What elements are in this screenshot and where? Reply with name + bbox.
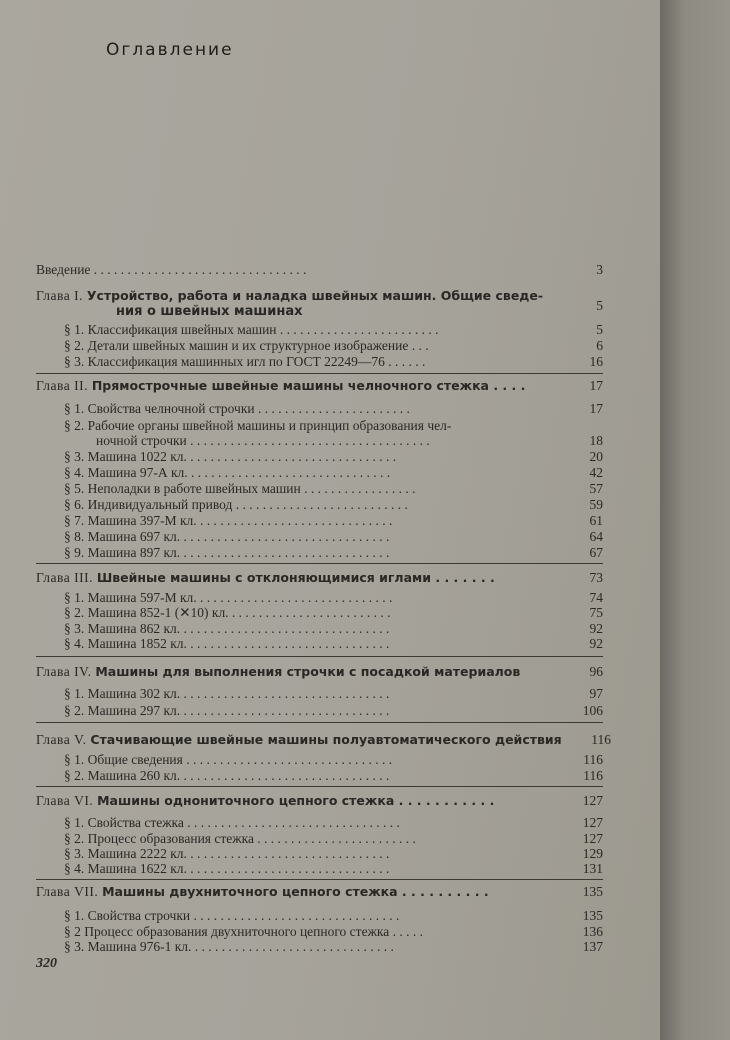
toc-section [36,465,603,481]
toc-page-number: 16 [589,354,603,369]
toc-section [36,846,603,862]
toc-page-number: 131 [582,861,603,876]
toc-page-number: 73 [589,570,603,585]
toc-page-number: 92 [589,636,603,651]
toc-page-number: 127 [582,831,603,846]
toc-page-number: 3 [596,262,603,277]
toc-entry-text: § 2. Процесс образования стежка . . . . . . . . . . . . . . . . . . . . . . . . [64,831,416,846]
toc-entry-text: § 3. Машина 976-1 кл. . . . . . . . . . . . . . . . . . . . . . . . . . . . . . . [64,939,394,954]
toc-entry-text: § 2. Машина 297 кл. . . . . . . . . . . . . . . . . . . . . . . . . . . . . . . . [64,703,390,718]
chapter-title: Машины для выполнения строчки с посадкой материалов [95,664,521,679]
chapter-label: Глава III. [36,570,97,585]
toc-entry-text: Введение . . . . . . . . . . . . . . . . . . . . . . . . . . . . . . . . [36,262,307,277]
toc-section [36,449,603,465]
toc-chapter-5 [36,732,611,748]
chapter-title: Машины двухниточного цепного стежка . . . . . . . . . . [102,884,489,899]
toc-section [36,401,603,417]
toc-entry-text: § 5. Неполадки в работе швейных машин . . . . . . . . . . . . . . . . . [64,481,416,496]
toc-page-number: 116 [591,732,611,747]
toc-entry-text: § 4. Машина 1622 кл. . . . . . . . . . . . . . . . . . . . . . . . . . . . . . . [64,861,390,876]
toc-entry-text: § 2. Детали швейных машин и их структурное изображение . . . [64,338,429,353]
toc-section [36,497,603,513]
toc-section [36,831,603,847]
chapter-label: Глава V. [36,732,91,747]
toc-page-number: 6 [596,338,603,353]
toc-chapter-3 [36,570,603,586]
toc-page-number: 5 [596,298,603,313]
toc-section [36,768,603,784]
toc-section [36,924,603,940]
toc-entry-text: § 2 Процесс образования двухниточного цепного стежка . . . . . [64,924,423,939]
chapter-title: Прямострочные швейные машины челночного стежка . . . . [91,378,526,393]
toc-section [36,752,603,768]
toc-entry-text: § 3. Машина 862 кл. . . . . . . . . . . . . . . . . . . . . . . . . . . . . . . . [64,621,390,636]
toc-entry-text: § 3. Машина 1022 кл. . . . . . . . . . . . . . . . . . . . . . . . . . . . . . . . [64,449,397,464]
toc-page-number: 116 [583,752,603,767]
chapter-title: Устройство, работа и наладка швейных машин. Общие сведе- [86,288,544,303]
toc-page-number: 127 [582,793,603,808]
toc-entry-text: § 1. Свойства стежка . . . . . . . . . . . . . . . . . . . . . . . . . . . . . . . . [64,815,400,830]
chapter-label: Глава II. [36,378,92,393]
toc-section [36,861,603,877]
divider [36,373,603,374]
toc-entry-text: § 1. Свойства челночной строчки . . . . . . . . . . . . . . . . . . . . . . . [64,401,410,416]
toc-page-number: 129 [582,846,603,861]
toc-page-number: 61 [589,513,603,528]
page-number-folio: 320 [36,956,57,971]
toc-page-number: 116 [583,768,603,783]
chapter-title-continuation: ния о швейных машинах [116,304,303,319]
toc-entry-text: § 8. Машина 697 кл. . . . . . . . . . . . . . . . . . . . . . . . . . . . . . . . [64,529,390,544]
toc-section [36,338,603,354]
toc-entry-text: § 4. Машина 1852 кл. . . . . . . . . . . . . . . . . . . . . . . . . . . . . . . [64,636,390,651]
toc-section-continuation [36,433,603,449]
toc-section [36,815,603,831]
page-title: Оглавление [106,40,234,60]
divider [36,656,603,657]
toc-page-number: 97 [589,686,603,701]
toc-page-number: 17 [589,401,603,416]
toc-page-number: 135 [582,908,603,923]
chapter-label: Глава VII. [36,884,103,899]
toc-entry-text: § 3. Машина 2222 кл. . . . . . . . . . . . . . . . . . . . . . . . . . . . . . . [64,846,390,861]
toc-section [36,636,603,652]
toc-entry-text: § 1. Общие сведения . . . . . . . . . . . . . . . . . . . . . . . . . . . . . . . [64,752,393,767]
toc-entry-text: § 6. Индивидуальный привод . . . . . . . . . . . . . . . . . . . . . . . . . . [64,497,408,512]
toc-page-number: 106 [582,703,603,718]
toc-page-number: 57 [589,481,603,496]
toc-section [36,418,603,434]
toc-entry-intro [36,262,603,278]
toc-entry-text: ночной строчки . . . . . . . . . . . . . . . . . . . . . . . . . . . . . . . . . . . . [96,433,430,448]
toc-section [36,605,603,621]
toc-section [36,481,603,497]
toc-chapter-4 [36,664,603,680]
toc-page-number: 18 [589,433,603,448]
toc-chapter-2 [36,378,603,394]
toc-section [36,686,603,702]
toc-section [36,322,603,338]
toc-entry-text: § 4. Машина 97-А кл. . . . . . . . . . . . . . . . . . . . . . . . . . . . . . . [64,465,391,480]
toc-section [36,529,603,545]
divider [36,722,603,723]
toc-entry-text: § 1. Классификация швейных машин . . . . . . . . . . . . . . . . . . . . . . . . [64,322,439,337]
chapter-label: Глава VI. [36,793,98,808]
toc-page-number: 135 [582,884,603,899]
toc-entry-text: § 1. Машина 302 кл. . . . . . . . . . . . . . . . . . . . . . . . . . . . . . . . [64,686,390,701]
chapter-title: Машины однониточного цепного стежка . . . . . . . . . . . [97,793,495,808]
toc-page-number: 75 [589,605,603,620]
toc-page-number: 20 [589,449,603,464]
toc-page-number: 136 [582,924,603,939]
toc-entry-text: § 1. Машина 597-М кл. . . . . . . . . . . . . . . . . . . . . . . . . . . . . . [64,590,393,605]
toc-page-number: 59 [589,497,603,512]
toc-chapter-6 [36,793,603,809]
toc-entry-text: § 2. Машина 852-1 (✕10) кл. . . . . . . . . . . . . . . . . . . . . . . . . [64,605,391,620]
toc-section [36,939,603,955]
toc-entry-text: § 3. Классификация машинных игл по ГОСТ 22249—76 . . . . . . [64,354,426,369]
divider [36,563,603,564]
toc-section [36,908,603,924]
divider [36,786,603,787]
toc-section [36,354,603,370]
toc-page-number: 92 [589,621,603,636]
toc-page-number: 17 [589,378,603,393]
toc-page-number: 96 [589,664,603,679]
toc-entry-text: § 1. Свойства строчки . . . . . . . . . . . . . . . . . . . . . . . . . . . . . . . [64,908,400,923]
chapter-label: Глава I. [36,288,87,303]
toc-section [36,703,603,719]
toc-page-number: 127 [582,815,603,830]
toc-section [36,545,603,561]
toc-entry-text: § 7. Машина 397-М кл. . . . . . . . . . . . . . . . . . . . . . . . . . . . . . [64,513,393,528]
toc-section [36,590,603,606]
toc-page-number: 137 [582,939,603,954]
chapter-title: Стачивающие швейные машины полуавтоматического действия [90,732,562,747]
toc-page-number: 64 [589,529,603,544]
divider [36,879,603,880]
toc-entry-text: § 9. Машина 897 кл. . . . . . . . . . . . . . . . . . . . . . . . . . . . . . . . [64,545,390,560]
toc-page-number: 5 [596,322,603,337]
toc-section [36,513,603,529]
toc-entry-text: § 2. Машина 260 кл. . . . . . . . . . . . . . . . . . . . . . . . . . . . . . . . [64,768,390,783]
chapter-label: Глава IV. [36,664,96,679]
toc-page-number: 74 [589,590,603,605]
toc-entry-text: § 2. Рабочие органы швейной машины и принцип образования чел- [64,418,452,433]
chapter-title: Швейные машины с отклоняющимися иглами . . . . . . . [96,570,495,585]
book-gutter [660,0,730,1040]
toc-section [36,621,603,637]
toc-page-number: 67 [589,545,603,560]
toc-page-number: 42 [589,465,603,480]
toc-chapter-7 [36,884,603,900]
